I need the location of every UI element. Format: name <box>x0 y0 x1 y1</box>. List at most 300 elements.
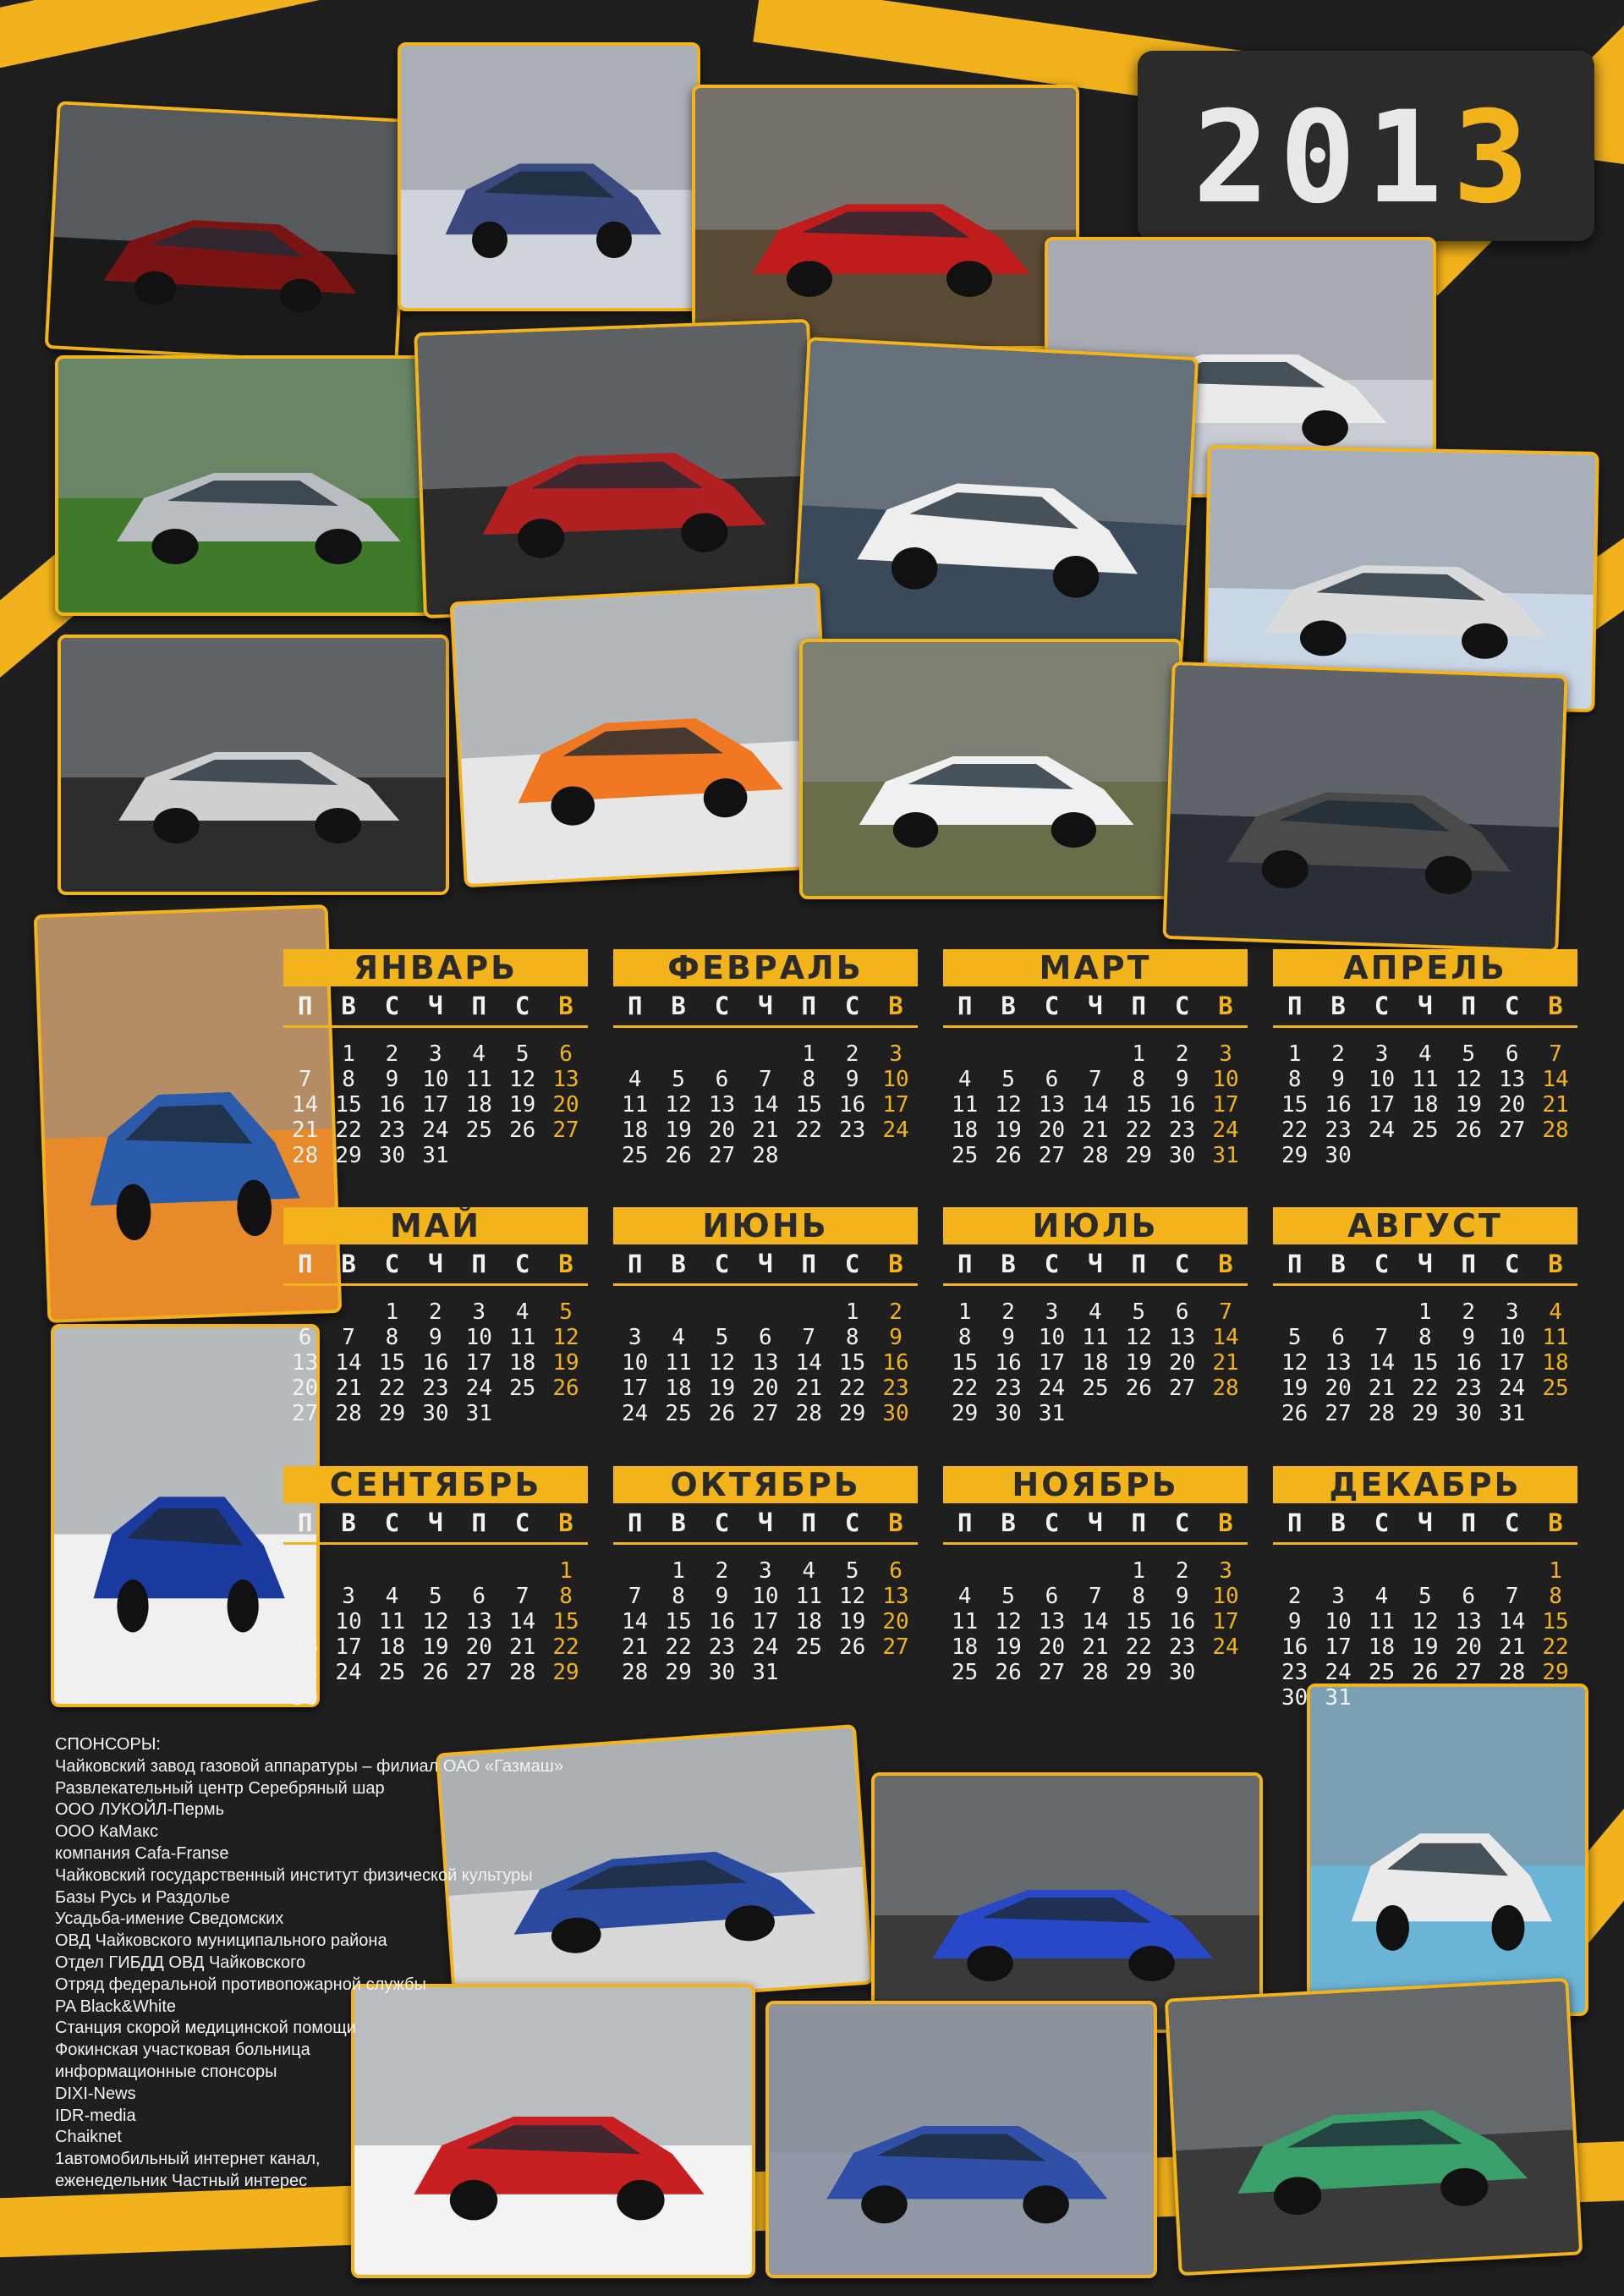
weekday-row <box>613 1508 918 1545</box>
week-row <box>1273 1558 1577 1584</box>
day-cell <box>326 1299 370 1325</box>
day-cell <box>501 1685 544 1711</box>
week-row <box>943 1350 1248 1376</box>
day-cell: 15 <box>838 1350 866 1376</box>
month-name: МАЙ <box>283 1207 588 1244</box>
weekday-label: Ч <box>428 1508 443 1537</box>
day-cell: 17 <box>1498 1350 1526 1376</box>
weekday-label: В <box>1548 1508 1563 1537</box>
day-cell <box>370 1558 414 1584</box>
day-cell: 11 <box>622 1092 649 1118</box>
day-cell <box>874 1143 917 1168</box>
day-cell: 4 <box>1549 1299 1562 1325</box>
day-cell: 24 <box>622 1401 649 1426</box>
weekday-label: Ч <box>758 1508 773 1537</box>
weekday-label: В <box>888 1250 903 1278</box>
day-cell: 22 <box>952 1376 979 1401</box>
sponsor-item: компания Cafa-Franse <box>55 1843 229 1863</box>
day-cell: 11 <box>465 1067 492 1092</box>
day-cell: 10 <box>622 1350 649 1376</box>
day-cell <box>986 1558 1029 1584</box>
day-cell: 13 <box>1498 1067 1526 1092</box>
week-row <box>613 1143 918 1168</box>
month-name: ДЕКАБРЬ <box>1273 1466 1577 1503</box>
weekday-label: В <box>671 1250 686 1278</box>
weekday-label: С <box>1044 991 1060 1020</box>
weekday-label: В <box>888 991 903 1020</box>
weekday-label: В <box>671 1508 686 1537</box>
day-cell: 27 <box>1168 1376 1196 1401</box>
sponsor-item: информационные спонсоры <box>55 2062 277 2081</box>
weekday-label: В <box>1001 991 1016 1020</box>
day-cell: 18 <box>952 1634 979 1660</box>
day-cell: 27 <box>1455 1660 1482 1685</box>
day-cell: 3 <box>1045 1299 1059 1325</box>
day-cell: 12 <box>995 1092 1022 1118</box>
day-cell: 5 <box>429 1584 442 1609</box>
week-row <box>613 1609 918 1634</box>
day-cell: 17 <box>1212 1092 1239 1118</box>
photo-image <box>1166 665 1565 949</box>
day-cell: 16 <box>378 1092 406 1118</box>
day-cell: 2 <box>1001 1299 1015 1325</box>
sponsor-item: ОВД Чайковского муниципального района <box>55 1931 387 1951</box>
day-cell: 9 <box>1331 1067 1345 1092</box>
day-cell <box>656 1299 700 1325</box>
weekday-row <box>283 991 588 1028</box>
day-cell: 31 <box>465 1401 492 1426</box>
day-cell: 23 <box>1168 1634 1196 1660</box>
month-name: АВГУСТ <box>1273 1207 1577 1244</box>
day-cell: 28 <box>795 1401 822 1426</box>
day-cell <box>1360 1558 1403 1584</box>
day-cell: 11 <box>1082 1325 1109 1350</box>
day-cell: 9 <box>298 1609 312 1634</box>
day-cell: 18 <box>665 1376 692 1401</box>
weekday-row <box>943 991 1248 1028</box>
day-cell: 23 <box>708 1634 736 1660</box>
weekday-label: П <box>801 1508 816 1537</box>
day-cell: 12 <box>1455 1067 1482 1092</box>
day-cell: 20 <box>1038 1634 1066 1660</box>
day-cell: 6 <box>1045 1584 1059 1609</box>
day-cell <box>700 1041 743 1067</box>
day-cell: 6 <box>889 1558 903 1584</box>
weekday-label: С <box>714 1508 730 1537</box>
month-name: МАРТ <box>943 949 1248 986</box>
photo-silver-car-grass <box>55 355 451 616</box>
day-cell: 23 <box>378 1118 406 1143</box>
day-cell: 30 <box>1168 1660 1196 1685</box>
weekday-label: Ч <box>1088 1250 1103 1278</box>
weekday-label: В <box>558 991 573 1020</box>
day-cell: 26 <box>552 1376 579 1401</box>
week-row <box>1273 1609 1577 1634</box>
photo-green-car-interior <box>1165 1978 1583 2277</box>
month-3 <box>943 949 1248 1168</box>
sponsor-item: Фокинская участковая больница <box>55 2041 310 2060</box>
weekday-label: С <box>1174 1250 1190 1278</box>
day-cell: 10 <box>1212 1584 1239 1609</box>
year-badge <box>1138 51 1594 241</box>
day-cell: 7 <box>628 1584 642 1609</box>
week-row <box>283 1299 588 1325</box>
day-cell: 16 <box>422 1350 449 1376</box>
day-cell: 19 <box>1281 1376 1309 1401</box>
week-row <box>613 1092 918 1118</box>
week-row <box>1273 1584 1577 1609</box>
day-cell <box>283 1299 326 1325</box>
month-6 <box>613 1207 918 1426</box>
weekday-label: В <box>1218 1508 1233 1537</box>
day-cell: 13 <box>292 1350 319 1376</box>
sponsors-heading: СПОНСОРЫ: <box>55 1735 161 1754</box>
week-row <box>1273 1685 1577 1711</box>
day-cell: 8 <box>1549 1584 1562 1609</box>
day-cell: 30 <box>422 1401 449 1426</box>
weekday-label: С <box>514 1508 530 1537</box>
day-cell: 5 <box>672 1067 685 1092</box>
day-cell: 22 <box>1412 1376 1439 1401</box>
photo-red-car-forest <box>692 85 1079 349</box>
week-row <box>613 1376 918 1401</box>
day-cell: 4 <box>957 1584 972 1609</box>
year-accent-digit: 3 <box>1452 85 1539 232</box>
day-cell <box>1316 1299 1359 1325</box>
day-cell: 5 <box>1001 1067 1015 1092</box>
week-row <box>283 1584 588 1609</box>
day-cell: 28 <box>292 1143 319 1168</box>
day-cell: 27 <box>552 1118 579 1143</box>
day-cell: 20 <box>465 1634 492 1660</box>
weekday-label: С <box>514 1250 530 1278</box>
day-cell: 24 <box>882 1118 909 1143</box>
day-cell: 16 <box>1455 1350 1482 1376</box>
day-cell <box>1316 1558 1359 1584</box>
day-cell <box>283 1041 326 1067</box>
day-cell <box>656 1041 700 1067</box>
sponsor-item: Станция скорой медицинской помощи <box>55 2019 356 2038</box>
day-cell <box>458 1558 501 1584</box>
month-10 <box>613 1466 918 1685</box>
day-cell: 30 <box>882 1401 909 1426</box>
day-cell: 27 <box>752 1401 779 1426</box>
day-cell: 17 <box>1325 1634 1352 1660</box>
day-cell: 25 <box>952 1660 979 1685</box>
day-cell: 21 <box>1368 1376 1396 1401</box>
day-cell: 23 <box>292 1660 319 1685</box>
day-cell <box>1403 1558 1446 1584</box>
weekday-label: С <box>1044 1250 1060 1278</box>
day-cell <box>1490 1685 1533 1711</box>
day-cell: 9 <box>1287 1609 1302 1634</box>
weekday-label: В <box>1330 1250 1346 1278</box>
week-row <box>943 1660 1248 1685</box>
day-cell: 29 <box>1125 1660 1152 1685</box>
day-cell: 18 <box>1542 1350 1569 1376</box>
weekday-label: Ч <box>428 991 443 1020</box>
day-cell: 9 <box>715 1584 729 1609</box>
month-name: АПРЕЛЬ <box>1273 949 1577 986</box>
day-cell: 24 <box>422 1118 449 1143</box>
week-row <box>943 1584 1248 1609</box>
photo-image <box>875 1776 1259 2030</box>
weekday-label: П <box>801 1250 816 1278</box>
day-cell: 3 <box>472 1299 486 1325</box>
day-cell: 19 <box>665 1118 692 1143</box>
day-cell: 10 <box>1498 1325 1526 1350</box>
day-cell: 21 <box>622 1634 649 1660</box>
day-cell <box>501 1558 544 1584</box>
day-cell: 31 <box>1212 1143 1239 1168</box>
day-cell <box>544 1685 587 1711</box>
weekday-label: С <box>1374 1508 1390 1537</box>
day-cell: 26 <box>838 1634 866 1660</box>
day-cell: 23 <box>838 1118 866 1143</box>
weekday-label: С <box>1174 1508 1190 1537</box>
day-cell: 22 <box>1542 1634 1569 1660</box>
day-cell: 4 <box>385 1584 399 1609</box>
day-cell: 10 <box>1212 1067 1239 1092</box>
week-row <box>1273 1118 1577 1143</box>
day-cell <box>1360 1143 1403 1168</box>
day-cell: 17 <box>882 1092 909 1118</box>
week-row <box>943 1041 1248 1067</box>
day-cell: 6 <box>1045 1067 1059 1092</box>
weekday-label: П <box>627 991 643 1020</box>
day-cell: 26 <box>708 1401 736 1426</box>
photo-image <box>1310 1687 1585 2013</box>
weekday-label: П <box>1131 1250 1146 1278</box>
day-cell: 15 <box>1281 1092 1309 1118</box>
day-cell: 17 <box>1212 1609 1239 1634</box>
day-cell: 9 <box>1462 1325 1476 1350</box>
day-cell <box>414 1558 457 1584</box>
day-cell: 9 <box>1175 1067 1189 1092</box>
week-row <box>283 1401 588 1426</box>
day-cell: 19 <box>838 1609 866 1634</box>
weekday-label: П <box>1131 1508 1146 1537</box>
weekday-label: В <box>1218 1250 1233 1278</box>
day-cell: 26 <box>665 1143 692 1168</box>
day-cell: 12 <box>422 1609 449 1634</box>
day-cell: 1 <box>672 1558 685 1584</box>
day-cell: 30 <box>1281 1685 1309 1711</box>
weekday-label: П <box>297 1508 313 1537</box>
day-cell: 10 <box>465 1325 492 1350</box>
sponsor-item: ООО КаМакс <box>55 1822 158 1842</box>
day-cell: 29 <box>335 1143 362 1168</box>
day-cell: 25 <box>795 1634 822 1660</box>
photo-image <box>61 638 446 892</box>
day-cell: 21 <box>335 1376 362 1401</box>
month-8 <box>1273 1207 1577 1426</box>
day-cell: 29 <box>1412 1401 1439 1426</box>
day-cell: 9 <box>385 1067 399 1092</box>
day-cell: 17 <box>465 1350 492 1376</box>
day-cell: 30 <box>1455 1401 1482 1426</box>
day-cell: 23 <box>882 1376 909 1401</box>
year-title: 2013 <box>1193 85 1539 232</box>
day-cell: 3 <box>342 1584 355 1609</box>
day-cell: 1 <box>802 1041 816 1067</box>
day-cell: 7 <box>1089 1584 1102 1609</box>
day-cell: 25 <box>1082 1376 1109 1401</box>
day-cell: 3 <box>1219 1558 1232 1584</box>
day-cell: 15 <box>952 1350 979 1376</box>
day-cell: 24 <box>1212 1634 1239 1660</box>
day-cell: 7 <box>802 1325 816 1350</box>
month-7 <box>943 1207 1248 1426</box>
day-cell: 12 <box>1412 1609 1439 1634</box>
photo-man-trophy <box>1307 1684 1588 2016</box>
day-cell: 24 <box>1212 1118 1239 1143</box>
day-cell: 13 <box>465 1609 492 1634</box>
photo-blue-car-garage <box>871 1772 1263 2033</box>
weekday-label: В <box>341 1250 356 1278</box>
week-row <box>943 1118 1248 1143</box>
day-cell: 21 <box>795 1376 822 1401</box>
weekday-label: С <box>1504 991 1520 1020</box>
day-cell: 15 <box>665 1609 692 1634</box>
weekday-label: П <box>297 991 313 1020</box>
day-cell: 1 <box>342 1041 355 1067</box>
month-name: СЕНТЯБРЬ <box>283 1466 588 1503</box>
day-cell: 16 <box>995 1350 1022 1376</box>
day-cell: 3 <box>1219 1041 1232 1067</box>
day-cell: 5 <box>1287 1325 1302 1350</box>
day-cell <box>283 1558 326 1584</box>
weekday-label: В <box>1548 1250 1563 1278</box>
day-cell: 28 <box>1212 1376 1239 1401</box>
weekday-row <box>613 1250 918 1286</box>
day-cell: 6 <box>298 1325 312 1350</box>
photo-image <box>453 586 831 884</box>
day-cell: 30 <box>708 1660 736 1685</box>
day-cell: 7 <box>1505 1584 1519 1609</box>
day-cell: 6 <box>1331 1325 1345 1350</box>
day-cell <box>943 1558 986 1584</box>
day-cell <box>544 1401 587 1426</box>
week-row <box>613 1299 918 1325</box>
day-cell: 28 <box>752 1143 779 1168</box>
day-cell: 27 <box>1498 1118 1526 1143</box>
day-cell: 24 <box>1038 1376 1066 1401</box>
day-cell <box>1533 1401 1577 1426</box>
month-4 <box>1273 949 1577 1168</box>
week-row <box>613 1350 918 1376</box>
sponsor-item: PA Black&White <box>55 1997 177 2016</box>
day-cell: 20 <box>752 1376 779 1401</box>
week-row <box>1273 1041 1577 1067</box>
day-cell: 27 <box>465 1660 492 1685</box>
day-cell <box>458 1143 501 1168</box>
day-cell: 3 <box>1505 1299 1519 1325</box>
sponsor-item: DIXI-News <box>55 2084 136 2103</box>
day-cell <box>1273 1558 1316 1584</box>
month-5 <box>283 1207 588 1426</box>
day-cell: 4 <box>1418 1041 1432 1067</box>
sponsors-list <box>55 1734 562 2193</box>
weekday-label: С <box>384 1250 400 1278</box>
weekday-label: В <box>558 1250 573 1278</box>
day-cell: 28 <box>335 1401 362 1426</box>
day-cell: 20 <box>1455 1634 1482 1660</box>
day-cell: 20 <box>708 1118 736 1143</box>
day-cell: 25 <box>465 1118 492 1143</box>
day-cell: 11 <box>1412 1067 1439 1092</box>
weekday-label: В <box>558 1508 573 1537</box>
day-cell: 16 <box>1325 1092 1352 1118</box>
day-cell: 8 <box>385 1325 399 1350</box>
day-cell: 16 <box>708 1609 736 1634</box>
day-cell: 15 <box>335 1092 362 1118</box>
day-cell: 7 <box>298 1067 312 1092</box>
day-cell: 31 <box>1325 1685 1352 1711</box>
day-cell: 8 <box>559 1584 573 1609</box>
day-cell: 3 <box>889 1041 903 1067</box>
day-cell: 26 <box>995 1660 1022 1685</box>
day-cell: 19 <box>552 1350 579 1376</box>
day-cell: 28 <box>1082 1143 1109 1168</box>
day-cell: 20 <box>292 1376 319 1401</box>
weekday-label: П <box>1287 1508 1303 1537</box>
day-cell: 28 <box>622 1660 649 1685</box>
weekday-label: С <box>1174 991 1190 1020</box>
day-cell: 22 <box>1125 1634 1152 1660</box>
day-cell: 4 <box>957 1067 972 1092</box>
day-cell: 8 <box>1132 1067 1146 1092</box>
day-cell: 11 <box>378 1609 406 1634</box>
sponsor-item: Базы Русь и Раздолье <box>55 1887 230 1907</box>
day-cell: 31 <box>422 1143 449 1168</box>
photo-image <box>695 88 1076 346</box>
day-cell <box>1447 1143 1490 1168</box>
photo-snowmobile <box>51 1324 320 1707</box>
photo-image <box>1168 1981 1579 2272</box>
day-cell: 18 <box>1412 1092 1439 1118</box>
photo-image <box>54 1327 316 1704</box>
day-cell: 26 <box>995 1143 1022 1168</box>
day-cell: 23 <box>1325 1118 1352 1143</box>
day-cell: 21 <box>508 1634 536 1660</box>
day-cell: 2 <box>889 1299 903 1325</box>
week-row <box>1273 1660 1577 1685</box>
week-row <box>943 1558 1248 1584</box>
day-cell <box>544 1143 587 1168</box>
day-cell: 13 <box>1168 1325 1196 1350</box>
day-cell: 1 <box>957 1299 972 1325</box>
weekday-label: С <box>384 1508 400 1537</box>
week-row <box>1273 1143 1577 1168</box>
day-cell: 14 <box>622 1609 649 1634</box>
day-cell <box>1117 1401 1160 1426</box>
day-cell: 16 <box>292 1634 319 1660</box>
day-cell: 2 <box>845 1041 859 1067</box>
week-row <box>1273 1376 1577 1401</box>
day-cell: 13 <box>708 1092 736 1118</box>
weekday-label: Ч <box>428 1250 443 1278</box>
day-cell: 6 <box>559 1041 573 1067</box>
day-cell: 23 <box>422 1376 449 1401</box>
month-name: ОКТЯБРЬ <box>613 1466 918 1503</box>
day-cell <box>1073 1041 1116 1067</box>
week-row <box>283 1118 588 1143</box>
photo-car-interior-night <box>45 101 411 366</box>
weekday-label: В <box>671 991 686 1020</box>
week-row <box>943 1401 1248 1426</box>
weekday-label: Ч <box>758 1250 773 1278</box>
